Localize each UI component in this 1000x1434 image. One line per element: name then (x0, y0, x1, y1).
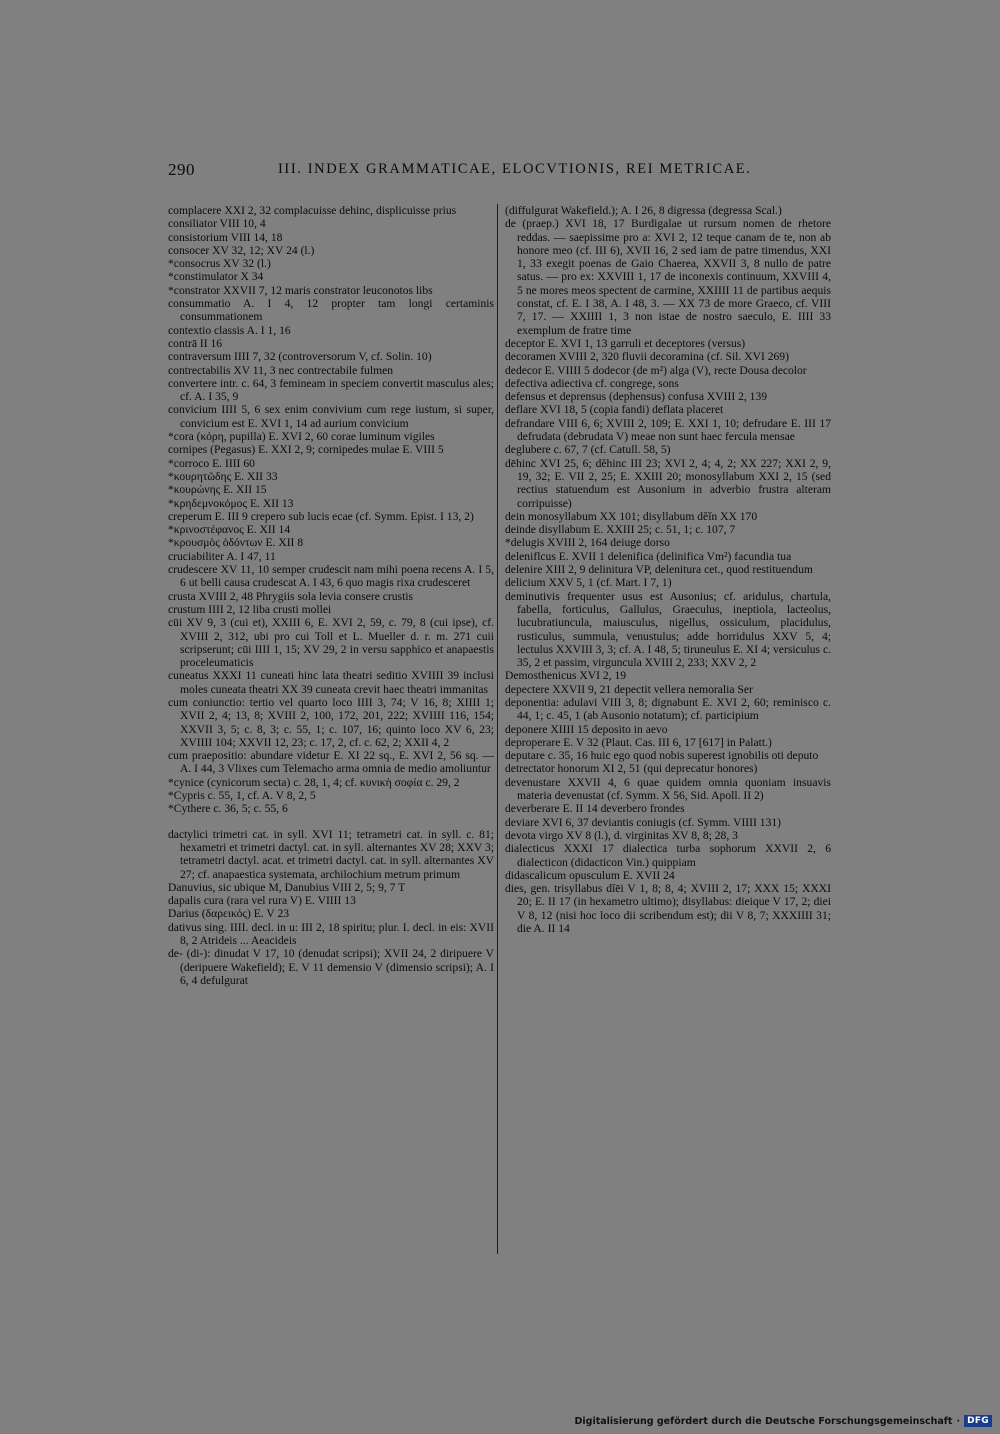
index-entry: *Cypris c. 55, 1, cf. A. V 8, 2, 5 (168, 789, 316, 803)
index-entry: *κρηδεμνοκόμος E. XII 13 (168, 496, 294, 510)
index-entry: cruciabiliter A. I 47, 11 (168, 549, 276, 563)
index-entry: deglubere c. 67, 7 (cf. Catull. 58, 5) (505, 443, 671, 457)
index-entry: dativus sing. IIII. decl. in u: III 2, 18 spiritu; plur. I. decl. in eis: XVII 8, 2 Atrideis ... Aeacideis (168, 920, 494, 948)
index-entry: deponere XIIII 15 deposito in aevo (505, 722, 668, 736)
index-entry: creperum E. III 9 crepero sub lucis ecae (cf. Symm. Epist. I 13, 2) (168, 509, 474, 523)
column-divider (497, 204, 498, 1254)
index-entry: decoramen XVIII 2, 320 fluvii decoramina (cf. Sil. XVI 269) (505, 350, 789, 364)
index-entry: *delugis XVIII 2, 164 deiuge dorso (505, 536, 670, 550)
index-entry: *consocrus XV 32 (l.) (168, 257, 271, 271)
index-entry: cum praepositio: abundare videtur E. XI 22 sq., E. XVI 2, 56 sq. — A. I 44, 3 Vlixes cum Telemacho arma omnia de medio amoliuntur (168, 749, 494, 776)
index-entry: contextio classis A. I 1, 16 (168, 323, 291, 337)
entry-gap (168, 816, 494, 828)
index-entry: consummatio A. I 4, 12 propter tam longi certaminis consummationem (168, 297, 494, 324)
index-entry: dēhinc XVI 25, 6; dĕhinc III 23; XVI 2, 4; 4, 2; XX 227; XXI 2, 9, 19, 32; E. VII 2, 25; E. XXIII 20; monosyllabum XXI 2, 15 (sed rectius statuendum est Ausonium in adverbio frustra alteram corripuisse) (505, 456, 831, 510)
index-entry: deverberare E. II 14 deverbero frondes (505, 802, 685, 816)
index-entry: didascalicum opusculum E. XVII 24 (505, 868, 675, 882)
index-entry: deleniflcus E. XVII 1 delenifica (delinifica Vm²) facundia tua (505, 549, 792, 563)
index-entry: complacere XXI 2, 32 complacuisse dehinc, displicuisse prius (168, 204, 457, 217)
index-entry: delenire XIII 2, 9 delinitura VP, delenitura cet., quod restituendum (505, 563, 813, 577)
index-entry: deputare c. 35, 16 huic ego quod nobis superest ignobilis oti deputo (505, 749, 819, 763)
index-entry: crusta XVIII 2, 48 Phrygiis sola levia consere crustis (168, 589, 414, 603)
index-entry: deinde disyllabum E. XXIII 25; c. 51, 1; c. 107, 7 (505, 523, 736, 537)
index-entry: crustum IIII 2, 12 liba crusti mollei (168, 602, 332, 616)
left-column (168, 204, 494, 987)
index-entry: cum coniunctio: tertio vel quarto loco IIII 3, 74; V 16, 8; XIIII 1; XVII 2, 4; 13, 8; XVIII 2, 100, 172, 201, 222; XVIIII 116, 154; XXVII 3, 5; c. 8, 3; c. 55, 1; c. 107, 16; quinto loco XV 6, 23; XVIIII 104; XXVII 12, 23; c. 17, 2, cf. c. 62, 2; XXII 4, 2 (168, 695, 494, 749)
running-title: III. INDEX GRAMMATICAE, ELOCVTIONIS, REI METRICAE. (278, 161, 752, 177)
index-entry: *κουρώνης E. XII 15 (168, 483, 267, 497)
index-entry: deflare XVI 18, 5 (copia fandi) deflata placeret (505, 403, 724, 417)
index-entry: *cora (κόρη, pupilla) E. XVI 2, 60 corae luminum vigiles (168, 430, 435, 444)
page-header (168, 160, 832, 186)
index-entry: cuneatus XXXI 11 cuneati hinc lata theatri seditio XVIIII 39 inclusi moles cuneata theatri XX 39 cuneata crevit haec theatri immanitas (168, 669, 494, 696)
index-entry: depectere XXVII 9, 21 depectit vellera nemoralia Ser (505, 682, 753, 696)
index-entry: devenustare XXVII 4, 6 quae quidem omnia quoniam insuavis materia devenustat (cf. Symm. X 56, Sid. Apoll. II 2) (505, 775, 831, 803)
page-number: 290 (168, 160, 195, 179)
index-entry: dapalis cura (rara vel rura V) E. VIIII 13 (168, 894, 356, 908)
index-entry: consocer XV 32, 12; XV 24 (l.) (168, 243, 315, 257)
footer-text: Digitalisierung gefördert durch die Deutsche Forschungsgemeinschaft (574, 1415, 953, 1427)
index-entry: devota virgo XV 8 (l.), d. virginitas XV 8, 8; 28, 3 (505, 828, 738, 842)
index-entry: (diffulgurat Wakefield.); A. I 26, 8 digressa (degressa Scal.) (505, 204, 782, 217)
right-column (505, 204, 831, 935)
index-entry: defrandare VIII 6, 6; XVIII 2, 109; E. XXI 1, 10; defrudare E. III 17 defrudata (debrudata V) meae non sunt haec fercula mensae (505, 416, 831, 444)
index-entry: consiliator VIII 10, 4 (168, 217, 266, 231)
index-entry: deproperare E. V 32 (Plaut. Cas. III 6, 17 [617] in Palatt.) (505, 735, 772, 749)
index-entry: consistorium VIII 14, 18 (168, 230, 283, 244)
index-entry: defensus et deprensus (dephensus) confusa XVIII 2, 139 (505, 390, 768, 404)
index-entry: convertere intr. c. 64, 3 femineam in speciem convertit masculus ales; cf. A. I 35, 9 (168, 376, 494, 404)
index-entry: deviare XVI 6, 37 deviantis coniugis (cf. Symm. VIIII 131) (505, 815, 782, 829)
index-entry: *constrator XXVII 7, 12 maris constrator leuconotos libs (168, 283, 433, 297)
index-entry: dialecticus XXXI 17 dialectica turba sophorum XXVII 2, 6 dialecticon (didacticon Vin.) quippiam (505, 842, 831, 869)
index-entry: *κρινοστέφανος E. XII 14 (168, 523, 291, 537)
index-entry: convicium IIII 5, 6 sex enim convivium cum rege iustum, si super, convicium est E. XVI 1, 14 ad aurium convicium (168, 403, 494, 430)
index-entry: Darius (δαρεικός) E. V 23 (168, 907, 290, 921)
index-entry: contraversum IIII 7, 32 (controversorum V, cf. Solin. 10) (168, 350, 432, 364)
index-entry: dies, gen. trisyllabus dĭēi V 1, 8; 8, 4; XVIII 2, 17; XXX 15; XXXI 20; E. II 17 (in hexametro ultimo); disyllabus: dieique V 17, 2; diei V 8, 12 (nisi hoc loco dii scribendum est); dii V 8, 7; XXXIIII 31; die A. II 14 (505, 882, 831, 936)
index-entry: *Cythere c. 36, 5; c. 55, 6 (168, 802, 288, 816)
index-entry: detrectator honorum XI 2, 51 (qui deprecatur honores) (505, 762, 758, 776)
index-entry: de- (di-): dinudat V 17, 10 (denudat scripsi); XVII 24, 2 diripuere V (deripuere Wakefield); E. V 11 demensio V (dimensio scripsi); A. I 6, 4 defulgurat (168, 947, 494, 987)
index-entry: dedecor E. VIIII 5 dodecor (de m²) alga (V), recte Dousa decolor (505, 363, 807, 377)
index-entry: deminutivis frequenter usus est Ausonius; cf. aridulus, chartula, fabella, forticulus, Gallulus, Graeculus, ineptiola, lacteolus, lucubratiuncula, maiusculus, nigellus, ossiculum, placidulus, rusticulus, summula, venustulus; adde horridulus XXV 5, 4; lectulus XXVIII 3, 3; cf. A. I 48, 5; tiruneulus E. XI 4; versiculus c. 35, 2 et passim, virguncula XVIII 2, 233; XXV 2, 2 (505, 589, 831, 670)
index-entry: Demosthenicus XVI 2, 19 (505, 669, 627, 683)
index-entry: Danuvius, sic ubique M, Danubius VIII 2, 5; 9, 7 T (168, 880, 406, 894)
index-entry: de (praep.) XVI 18, 17 Burdigalae ut rursum nomen de rhetore reddas. — saepissime pro a: XVI 2, 12 teque canam de te, non ab honore meo (cf. III 6), XVII 16, 2 sed iam de patre timendus, XXI 1, 33 exegit poenas de Gaio Chaerea, XXVII 3, 8 nullo de patre satus. — pro ex: XXVIII 1, 17 de inconexis continuum, XXVIII 4, 5 ne mores meos spectent de carmine, XXIIII 11 de partibus aequis constat, cf. E. I 38, A. I 48, 3. — XX 73 de more Graeco, cf. VIII 7, 17. — XXIIII 1, 3 non istae de nostro saeculo, E. IIII 33 exemplum de fratre time (505, 217, 831, 337)
index-entry: *cynice (cynicorum secta) c. 28, 1, 4; cf. κυνικὴ σοφία c. 29, 2 (168, 775, 460, 789)
index-entry: *κρουσμὸς ὀδόντων E. XII 8 (168, 536, 304, 550)
index-entry: crudescere XV 11, 10 semper crudescit nam mihi poena recens A. I 5, 6 ut belli causa crudescat A. I 43, 6 quo magis rixa crudesceret (168, 563, 494, 590)
index-entry: deponentia: adulavi VIII 3, 8; dignabunt E. XVI 2, 60; reminisco c. 44, 1; c. 45, 1 (ab Ausonio notatum); cf. participium (505, 695, 831, 723)
index-entry: cornipes (Pegasus) E. XXI 2, 9; cornipedes mulae E. VIII 5 (168, 443, 444, 457)
index-entry: defectiva adiectiva cf. congrege, sons (505, 376, 679, 390)
index-entry: *corroco E. IIII 60 (168, 456, 255, 470)
index-entry: delicium XXV 5, 1 (cf. Mart. I 7, 1) (505, 576, 672, 590)
index-entry: *constimulator X 34 (168, 270, 264, 284)
index-entry: deceptor E. XVI 1, 13 garruli et deceptores (versus) (505, 336, 746, 350)
index-entry: contrectabilis XV 11, 3 nec contrectabile fulmen (168, 363, 394, 377)
dfg-logo-icon: DFG (964, 1415, 992, 1427)
index-entry: dein monosyllabum XX 101; disyllabum dĕĭn XX 170 (505, 509, 758, 523)
index-entry: dactylici trimetri cat. in syll. XVI 11; tetrametri cat. in syll. c. 81; hexametri et trimetri dactyl. cat. in syll. alternantes XV 28; XXV 3; tetrametri dactyl. acat. et trimetri dactyl. cat. in syll. alternantes XV 27; cf. anapaestica systemata, archilochium metrum primum (168, 827, 494, 881)
index-entry: contrā II 16 (168, 336, 223, 350)
index-entry: cūi XV 9, 3 (cui et), XXIII 6, E. XVI 2, 59, c. 79, 8 (cui ipse), cf. XVIII 2, 312, ubi pro cui Toll et L. Mueller d. r. m. 271 cuii scripserunt; cūi IIII 1, 15; XV 29, 2 in versu sapphico et anapaestis proceleumaticis (168, 616, 494, 670)
index-entry: *κουρητῶδης E. XII 33 (168, 469, 278, 483)
footer-credit: Digitalisierung gefördert durch die Deutsche Forschungsgemeinschaft · DFG (575, 1415, 993, 1427)
